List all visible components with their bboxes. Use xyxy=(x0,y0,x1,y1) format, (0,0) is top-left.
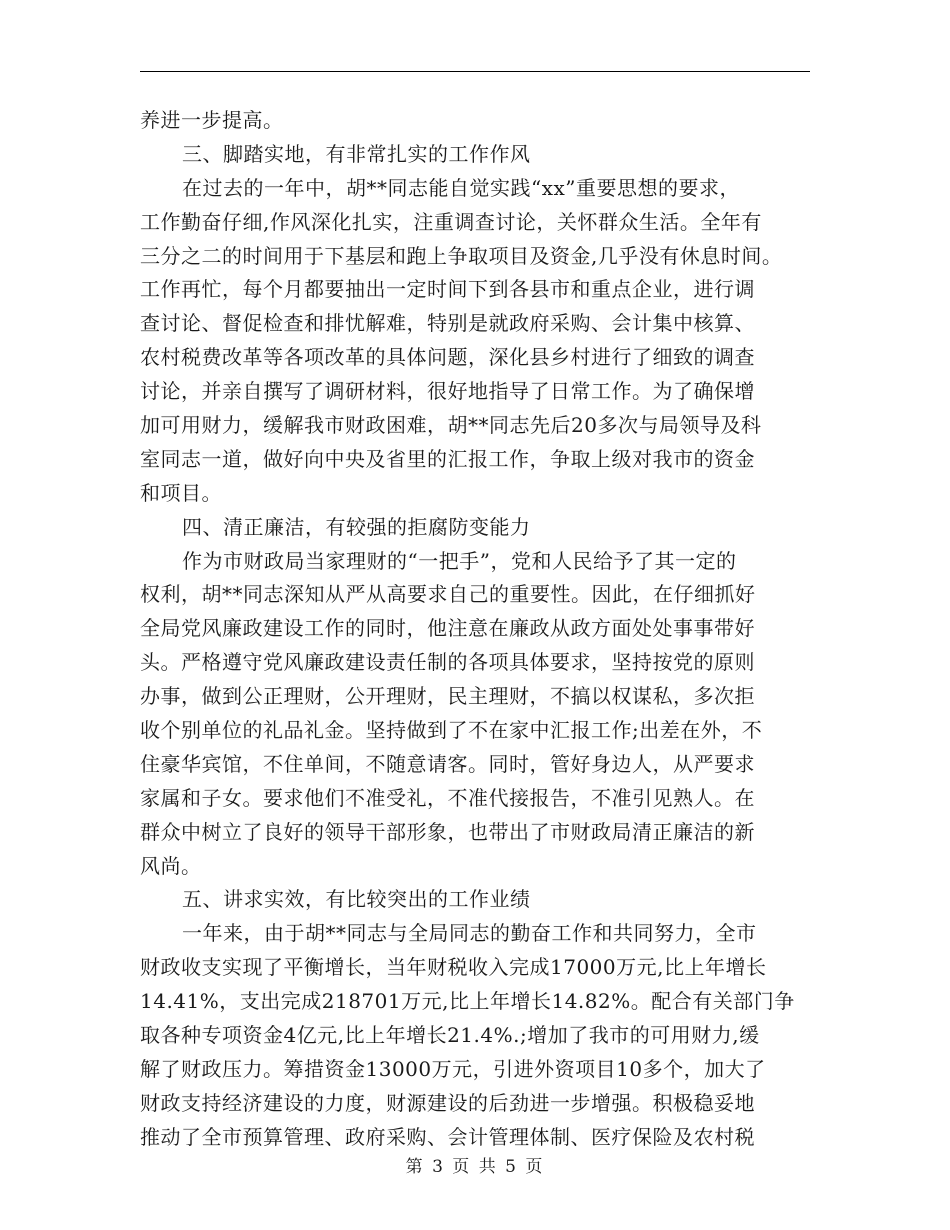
text-line: 加可用财力，缓解我市财政困难，胡**同志先后20多次与局领导及科 xyxy=(140,413,762,438)
text-line: 头。严格遵守党风廉政建设责任制的各项具体要求，坚持按党的原则 xyxy=(140,650,755,675)
text-line: 农村税费改革等各项改革的具体问题，深化县乡村进行了细致的调查 xyxy=(140,345,755,370)
text-line: 风尚。 xyxy=(140,853,202,878)
page-footer: 第 3 页 共 5 页 xyxy=(405,1157,545,1177)
text-line: 收个别单位的礼品礼金。坚持做到了不在家中汇报工作;出差在外，不 xyxy=(140,718,763,743)
text-line: 作为市财政局当家理财的“一把手”，党和人民给予了其一定的 xyxy=(182,548,737,573)
text-line: 工作勤奋仔细,作风深化扎实，注重调查讨论，关怀群众生活。全年有 xyxy=(140,209,762,234)
document-body xyxy=(140,104,820,1155)
text-line: 三分之二的时间用于下基层和跑上争取项目及资金,几乎没有休息时间。 xyxy=(140,243,783,268)
text-line: 在过去的一年中，胡**同志能自觉实践“xx”重要思想的要求， xyxy=(182,175,741,200)
text-line: 权利，胡**同志深知从严从高要求自己的重要性。因此，在仔细抓好 xyxy=(140,582,756,607)
text-line: 和项目。 xyxy=(140,480,222,505)
text-line: 四、清正廉洁，有较强的拒腐防变能力 xyxy=(182,514,531,539)
text-line: 群众中树立了良好的领导干部形象，也带出了市财政局清正廉洁的新 xyxy=(140,819,755,844)
text-line: 养进一步提高。 xyxy=(140,108,284,132)
text-line: 财政收支实现了平衡增长，当年财税收入完成17000万元,比上年增长 xyxy=(140,955,767,980)
text-line: 14.41%，支出完成218701万元,比上年增长14.82%。配合有关部门争 xyxy=(140,989,795,1014)
header-rule xyxy=(140,71,810,72)
text-line: 讨论，并亲自撰写了调研材料，很好地指导了日常工作。为了确保增 xyxy=(140,379,755,404)
text-line: 取各种专项资金4亿元,比上年增长21.4%.;增加了我市的可用财力,缓 xyxy=(140,1023,760,1048)
text-line: 室同志一道，做好向中央及省里的汇报工作，争取上级对我市的资金 xyxy=(140,446,755,471)
text-line: 解了财政压力。筹措资金13000万元，引进外资项目10多个，加大了 xyxy=(140,1056,766,1081)
text-line: 家属和子女。要求他们不准受礼，不准代接报告，不准引见熟人。在 xyxy=(140,785,755,810)
text-line: 办事，做到公正理财，公开理财，民主理财，不搞以权谋私，多次拒 xyxy=(140,684,755,709)
text-line: 一年来，由于胡**同志与全局同志的勤奋工作和共同努力，全市 xyxy=(182,921,757,946)
text-line: 查讨论、督促检查和排忧解难，特别是就政府采购、会计集中核算、 xyxy=(140,311,755,336)
text-line: 住豪华宾馆，不住单间，不随意请客。同时，管好身边人，从严要求 xyxy=(140,751,755,776)
text-line: 全局党风廉政建设工作的同时，他注意在廉政从政方面处处事事带好 xyxy=(140,616,755,641)
text-line: 工作再忙，每个月都要抽出一定时间下到各县市和重点企业，进行调 xyxy=(140,277,755,302)
text-line: 三、脚踏实地，有非常扎实的工作作风 xyxy=(182,141,531,166)
text-line: 财政支持经济建设的力度，财源建设的后劲进一步增强。积极稳妥地 xyxy=(140,1090,755,1115)
text-line: 五、讲求实效，有比较突出的工作业绩 xyxy=(182,887,531,912)
text-line: 推动了全市预算管理、政府采购、会计管理体制、医疗保险及农村税 xyxy=(140,1124,755,1149)
